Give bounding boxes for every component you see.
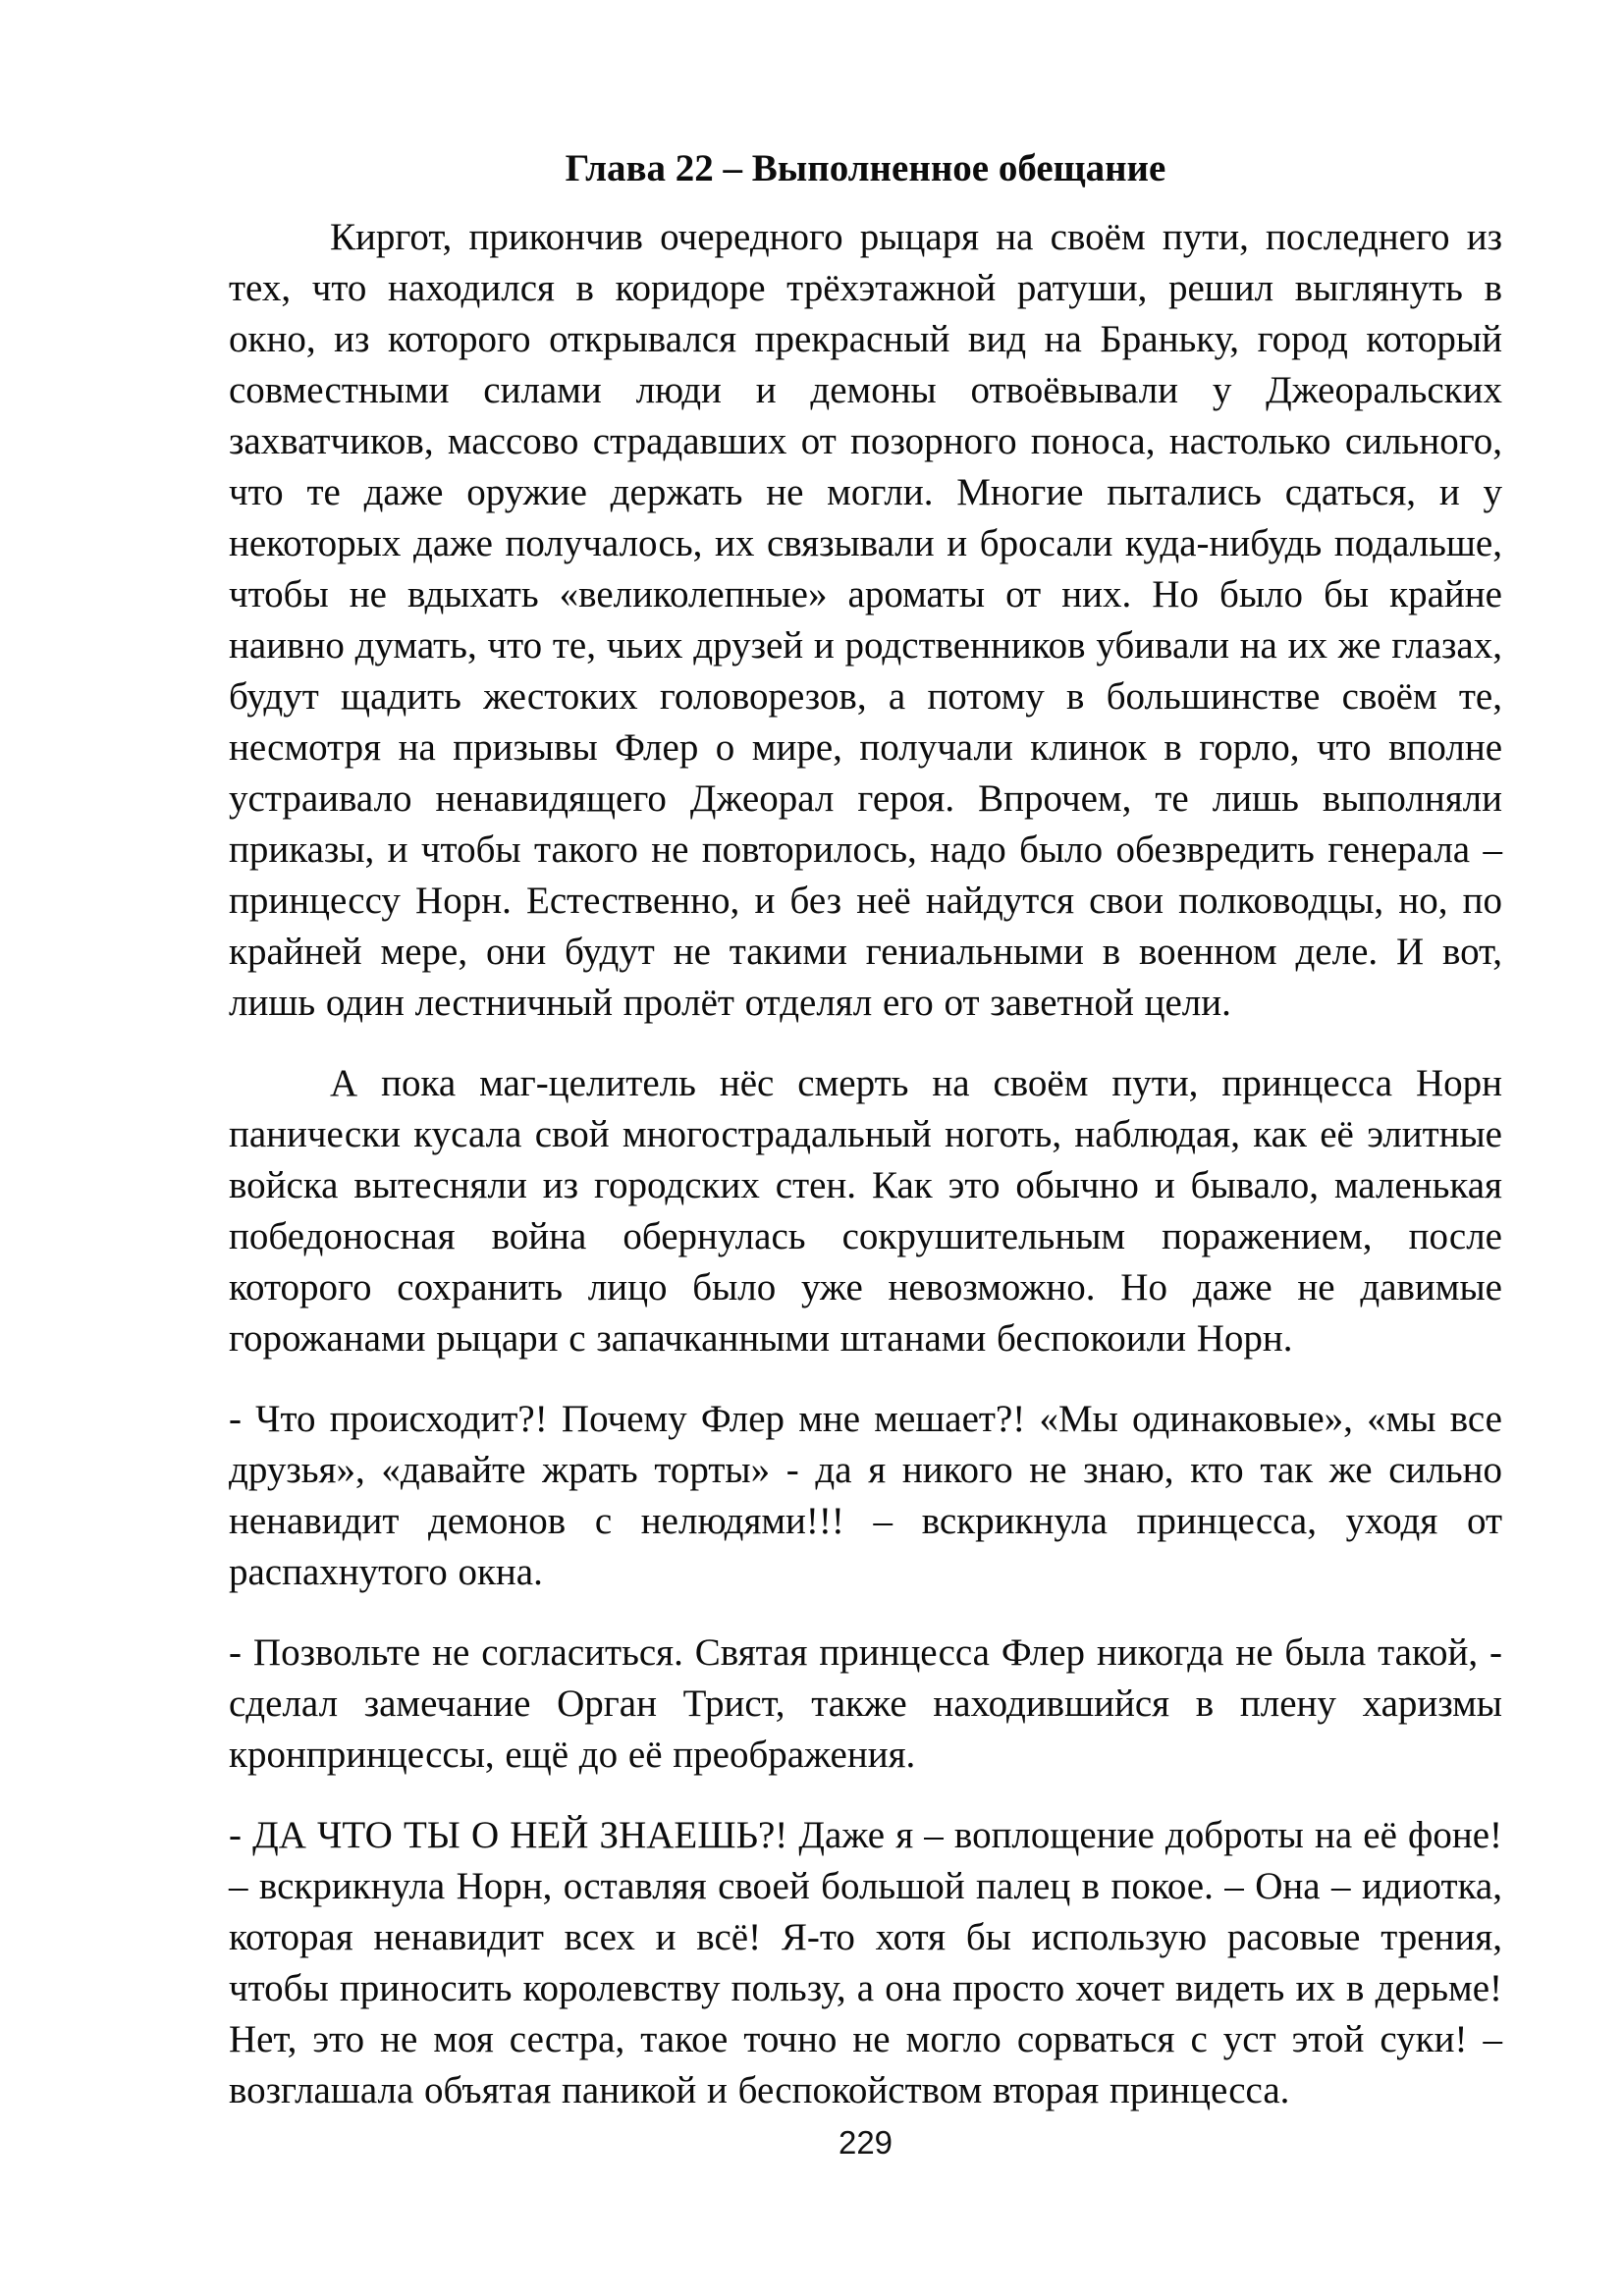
body-paragraph: Киргот, прикончив очередного рыцаря на своём пути, последнего из тех, что находился в коридоре трёхэтажной ратуши, решил выглянуть в окно, из которого открывался прекрасный вид на Браньку, город который совместными силами люди и демоны отвоёвывали у Джеоральских захватчиков, массово страдавших от позорного поноса, настолько сильного, что те даже оружие держать не могли. Многие пытались сдаться, и у некоторых даже получалось, их связывали и бросали куда-нибудь подальше, чтобы не вдыхать «великолепные» ароматы от них. Но было бы крайне наивно думать, что те, чьих друзей и родственников убивали на их же глазах, будут щадить жестоких головорезов, а потому в большинстве своём те, несмотря на призывы Флер о мире, получали клинок в горло, что вполне устраивало ненавидящего Джеорал героя. Впрочем, те лишь выполняли приказы, и чтобы такого не повторилось, надо было обезвредить генерала – принцессу Норн. Естественно, и без неё найдутся свои полководцы, но, по крайней мере, они будут не такими гениальными в военном деле. И вот, лишь один лестничный пролёт отделял его от заветной цели. xyxy=(229,216,1502,1024)
body-paragraph: А пока маг-целитель нёс смерть на своём пути, принцесса Норн панически кусала свой многострадальный ноготь, наблюдая, как её элитные войска вытесняли из городских стен. Как это обычно и бывало, маленькая победоносная война обернулась сокрушительным поражением, после которого сохранить лицо было уже невозможно. Но даже не давимые горожанами рыцари с запачканными штанами беспокоили Норн. xyxy=(229,1062,1502,1360)
page-number: 229 xyxy=(838,2124,893,2161)
page-footer xyxy=(229,2123,1502,2163)
dialogue-paragraph: - Что происходит?! Почему Флер мне мешает?! «Мы одинаковые», «мы все друзья», «давайте жрать торты» - да я никого не знаю, кто так же сильно ненавидит демонов с нелюдями!!! – вскрикнула принцесса, уходя от распахнутого окна. xyxy=(229,1398,1502,1593)
dialogue-paragraph: - ДА ЧТО ТЫ О НЕЙ ЗНАЕШЬ?! Даже я – воплощение доброты на её фоне! – вскрикнула Норн, оставляя своей большой палец в покое. – Она – идиотка, которая ненавидит всех и всё! Я-то хотя бы использую расовые трения, чтобы приносить королевству пользу, а она просто хочет видеть их в дерьме! Нет, это не моя сестра, такое точно не могло сорваться с уст этой суки! – возглашала объятая паникой и беспокойством вторая принцесса. xyxy=(229,1814,1502,2111)
chapter-title: Глава 22 – Выполненное обещание xyxy=(565,147,1166,189)
text-column xyxy=(229,143,1502,2116)
dialogue-paragraph: - Позвольте не согласиться. Святая принцесса Флер никогда не была такой, - сделал замечание Орган Трист, также находившийся в плену харизмы кронпринцессы, ещё до её преображения. xyxy=(229,1631,1502,1776)
